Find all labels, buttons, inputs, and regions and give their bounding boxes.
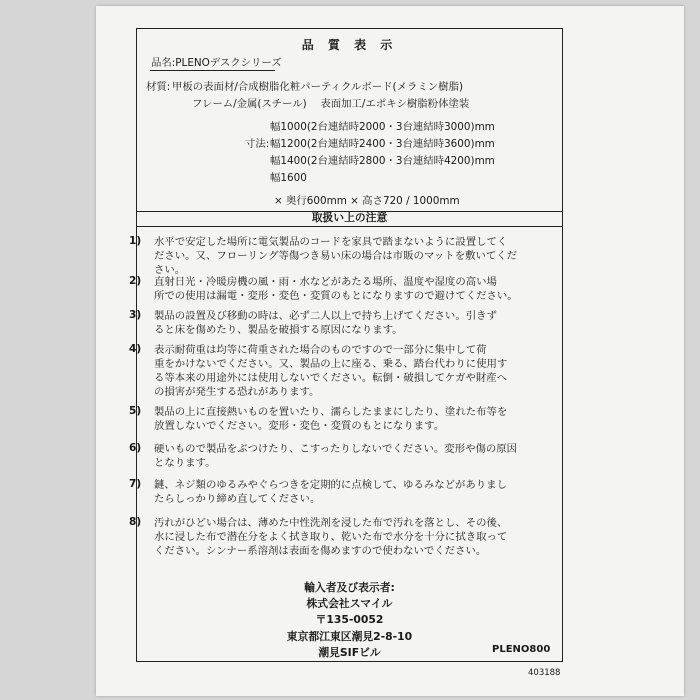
caution-item	[154, 309, 552, 337]
caution-number: 6)	[129, 442, 142, 454]
caution-number: 4)	[129, 343, 142, 355]
caution-item	[154, 235, 552, 277]
importer-line: 輸入者及び表示者:	[304, 581, 395, 594]
importer-line: 〒135-0052	[315, 613, 384, 627]
caution-number: 5)	[129, 405, 142, 417]
dimension-4: 幅1600	[270, 172, 307, 184]
caution-line: 硬いもので製品をぶつけたり、こすったりしないでください。変形や傷の原因	[154, 443, 518, 455]
caution-title: 取扱い上の注意	[311, 211, 388, 224]
caution-item	[154, 516, 552, 558]
product-name-underline	[150, 70, 275, 71]
caution-item	[154, 343, 552, 399]
caution-number: 8)	[129, 516, 142, 528]
material-line-1: 甲板の表面材/合成樹脂化粧パーティクルボード(メラミン樹脂)	[172, 81, 464, 93]
dimension-2: 幅1200(2台連結時2400・3台連結時3600)mm	[270, 138, 495, 150]
caution-line: ください。シンナー系溶剤は表面を傷めますので使わないでください。	[154, 545, 487, 557]
caution-line: の損害が発生する恐れがあります。	[154, 386, 320, 398]
caution-item	[154, 275, 552, 303]
dimension-1: 幅1000(2台連結時2000・3台連結時3000)mm	[270, 121, 495, 133]
model-number: PLENO800	[492, 644, 551, 655]
depth-height: × 奥行600mm × 高さ720 / 1000mm	[274, 195, 460, 207]
section-rule-bottom	[136, 226, 563, 227]
material-line-2: フレーム/金属(スチール) 表面加工/エポキシ樹脂粉体塗装	[192, 98, 470, 110]
caution-line: ると床を傷めたり、製品を破損する原因になります。	[154, 324, 403, 336]
caution-line: 表示耐荷重は均等に荷重された場合のものですので一部分に集中して荷	[154, 344, 487, 356]
caution-line: さい。	[154, 264, 186, 276]
caution-line: 重をかけないでください。又、製品の上に座る、乗る、踏台代わりに使用す	[154, 358, 508, 370]
caution-line: 放置しないでください。変形・変色・変質のもとになります。	[154, 420, 445, 432]
caution-line: 汚れがひどい場合は、薄めた中性洗剤を浸した布で汚れを落とし、その後、	[154, 517, 508, 529]
caution-item	[154, 478, 552, 506]
caution-number: 3)	[129, 309, 142, 321]
caution-line: 水に浸した布で潜在分をよく拭き取り、乾いた布で水分を十分に拭き取って	[154, 531, 508, 543]
caution-item	[154, 442, 552, 470]
caution-line: 所での使用は漏電・変形・変色・変質のもとになりますので避けてください。	[154, 290, 518, 302]
print-code: 403188	[528, 668, 561, 678]
importer-line: 株式会社スマイル	[306, 597, 393, 611]
material-label: 材質:	[146, 81, 171, 93]
caution-number: 7)	[129, 478, 142, 490]
caution-item	[154, 405, 552, 433]
importer-line: 東京都江東区潮見2-8-10	[286, 629, 413, 643]
caution-line: ださい。又、フローリング等傷つき易い床の場合は市販のマットを敷いてくだ	[154, 250, 518, 262]
importer-line: 潮見SIFビル	[318, 645, 381, 659]
caution-line: 製品の上に直接熱いものを置いたり、濡らしたままにしたり、塗れた布等を	[154, 406, 508, 418]
label-title: 品 質 表 示	[301, 38, 398, 52]
caution-number: 1)	[129, 235, 142, 247]
product-name: 品名:PLENOデスクシリーズ	[151, 57, 282, 69]
dimension-3: 幅1400(2台連結時2800・3台連結時4200)mm	[270, 155, 495, 167]
dimension-label: 寸法:	[245, 138, 270, 150]
caution-line: となります。	[154, 457, 216, 469]
caution-line: る等本来の用途外には使用しないでください。転倒・破損してケガや財産へ	[154, 372, 508, 384]
caution-line: 製品の設置及び移動の時は、必ず二人以上で持ち上げてください。引きず	[154, 310, 497, 322]
caution-number: 2)	[129, 275, 142, 287]
caution-line: 鏈、ネジ類のゆるみやぐらつきを定期的に点検して、ゆるみなどがありまし	[154, 479, 507, 491]
caution-line: たらしっかり締め直してください。	[154, 493, 321, 505]
caution-line: 水平で安定した場所に電気製品のコードを家具で踏まないように設置してく	[154, 236, 508, 248]
caution-line: 直射日光・冷暖房機の風・雨・水などがあたる場所、温度や湿度の高い場	[154, 276, 497, 288]
